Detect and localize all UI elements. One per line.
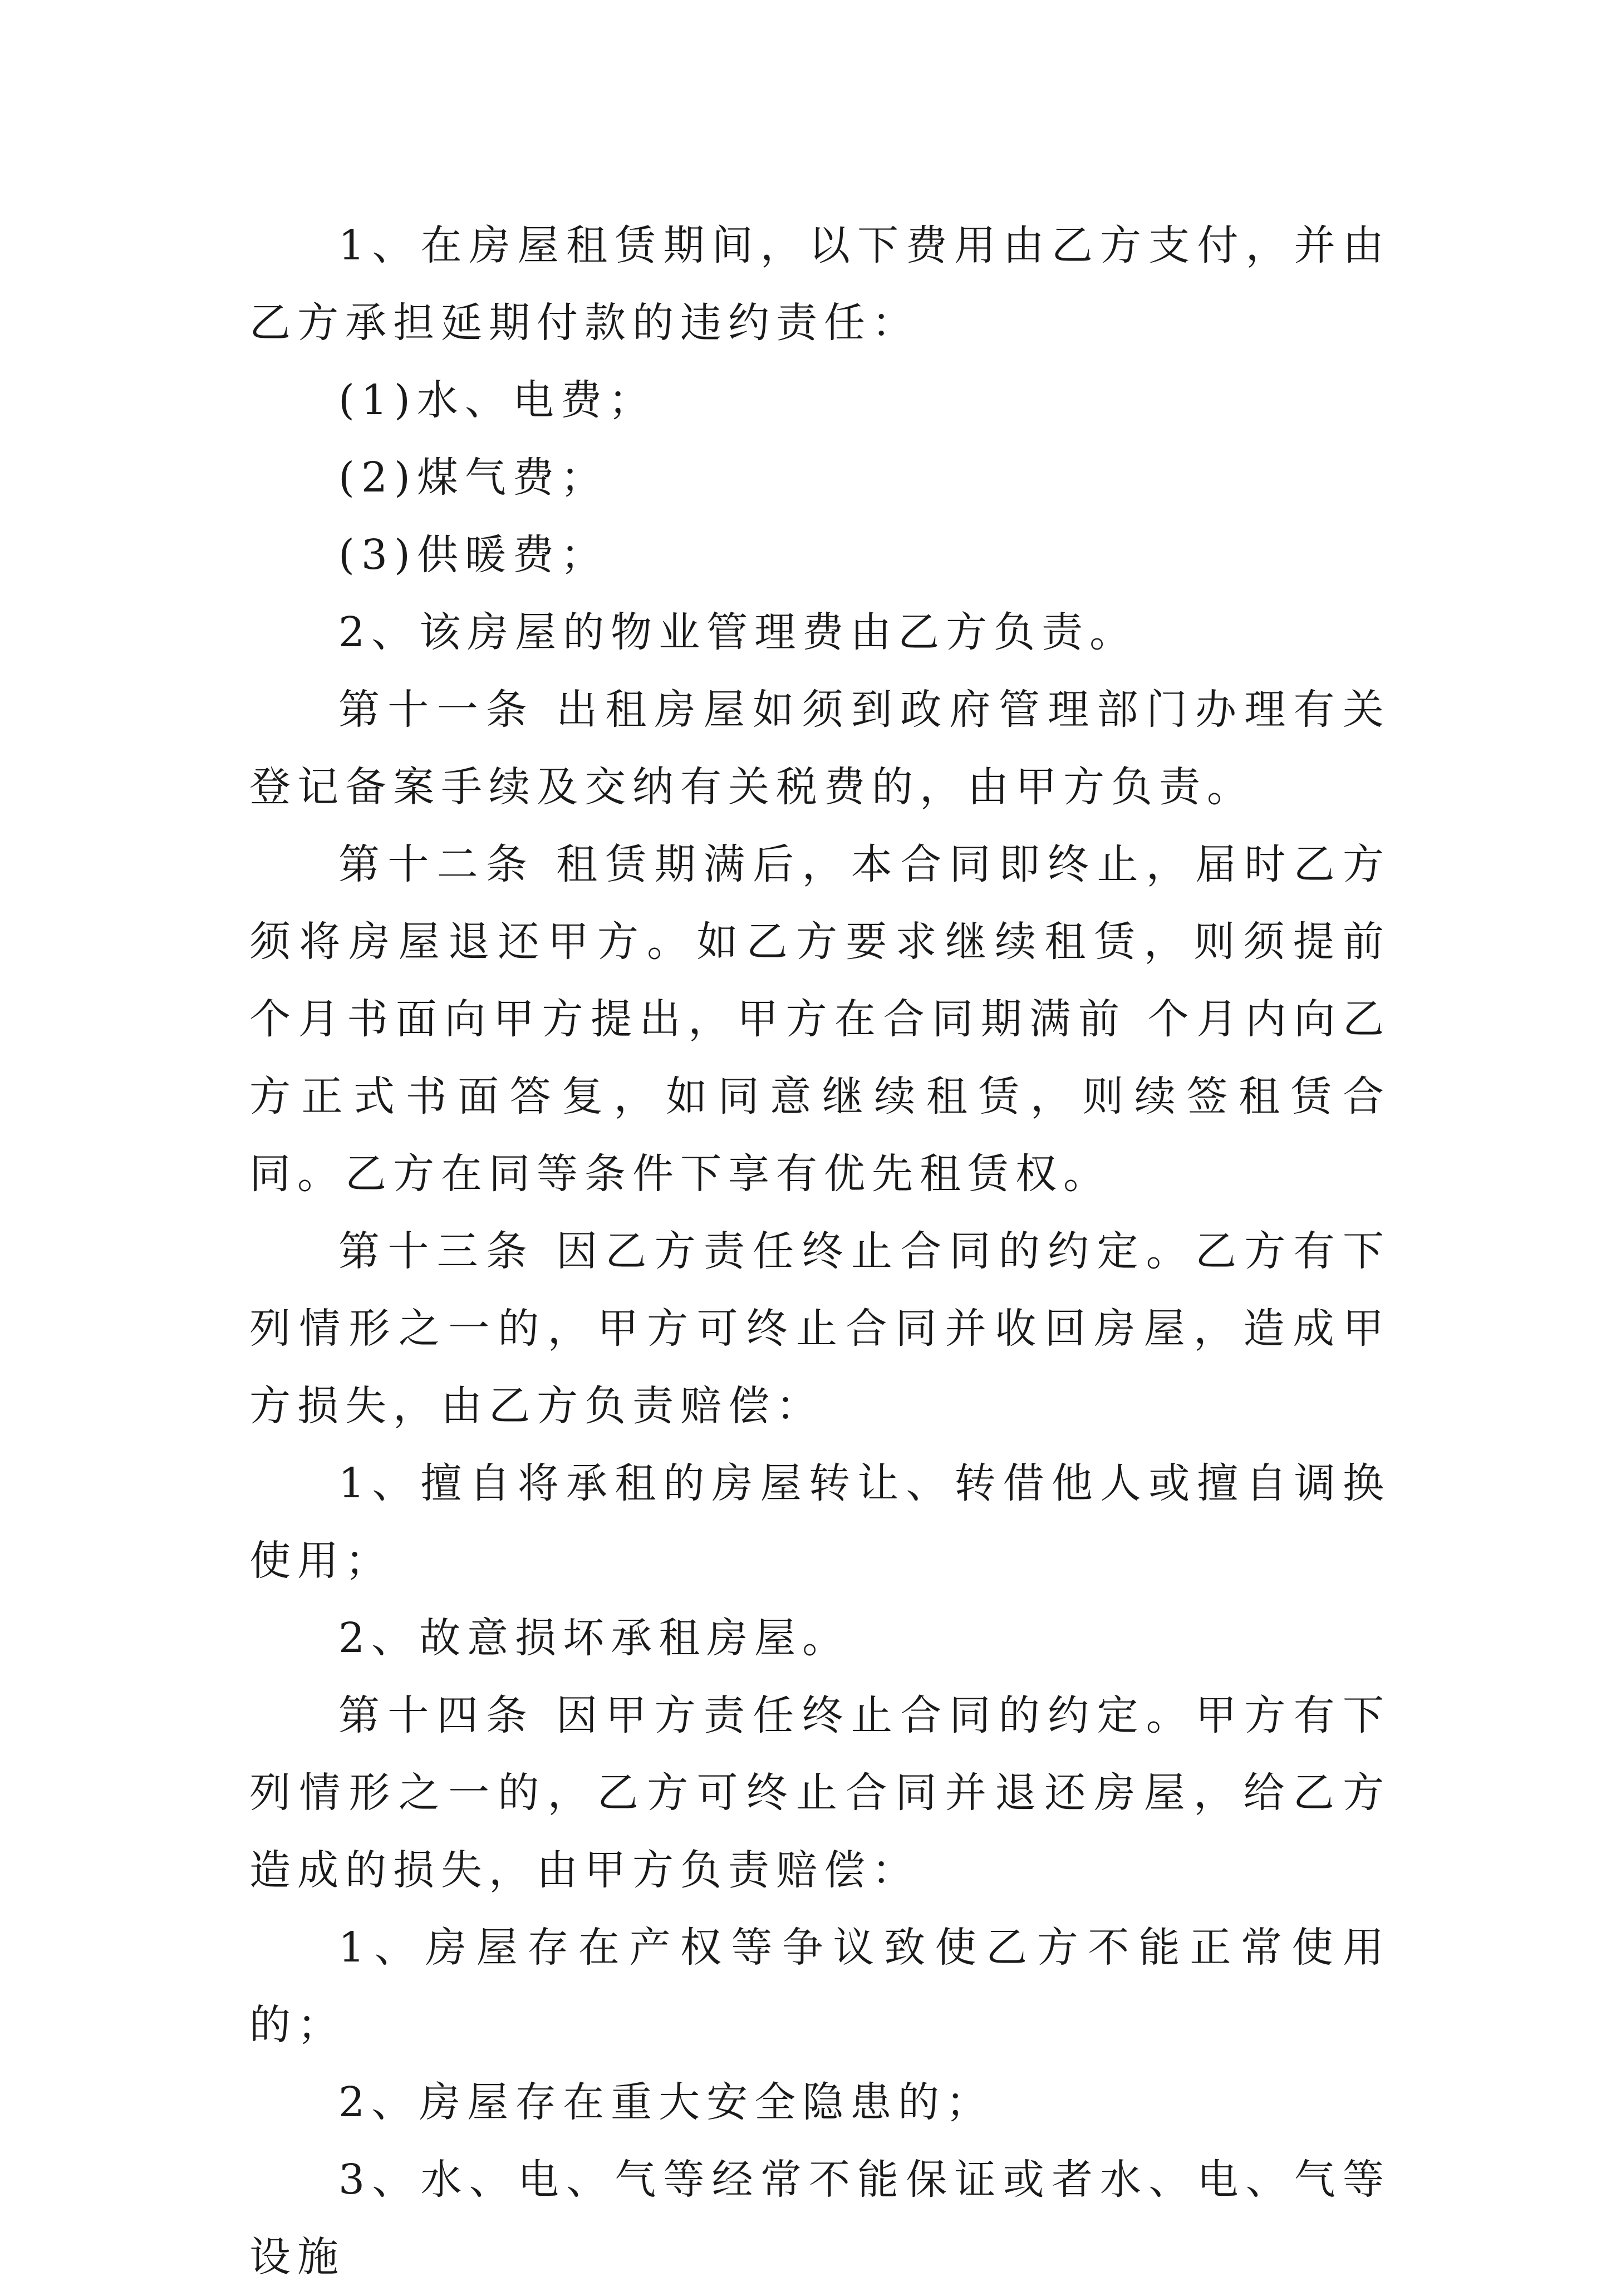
paragraph: 1、擅自将承租的房屋转让、转借他人或擅自调换使用； <box>249 1459 1391 1585</box>
paragraph: 2、房屋存在重大安全隐患的； <box>338 2078 994 2126</box>
paragraph: 第十一条 出租房屋如须到政府管理部门办理有关登记备案手续及交纳有关税费的，由甲方负责。 <box>249 686 1391 811</box>
paragraph: 第十四条 因甲方责任终止合同的约定。甲方有下列情形之一的，乙方可终止合同并退还房屋，给乙方造成的损失，由甲方负责赔偿： <box>249 1692 1391 1894</box>
paragraph: 2、故意损坏承租房屋。 <box>338 1614 851 1662</box>
paragraph: 1、房屋存在产权等争议致使乙方不能正常使用的； <box>249 1924 1391 2049</box>
paragraph: (3)供暖费； <box>338 531 608 579</box>
paragraph: 2、该房屋的物业管理费由乙方负责。 <box>338 608 1138 656</box>
paragraph: 1、在房屋租赁期间，以下费用由乙方支付，并由乙方承担延期付款的违约责任： <box>249 222 1391 347</box>
paragraph: (1)水、电费； <box>338 376 656 424</box>
paragraph: 3、水、电、气等经常不能保证或者水、电、气等设施 <box>249 2156 1391 2281</box>
paragraph: 第十三条 因乙方责任终止合同的约定。乙方有下列情形之一的，甲方可终止合同并收回房屋，造成甲方损失，由乙方负责赔偿： <box>249 1227 1391 1430</box>
paragraph: 第十二条 租赁期满后，本合同即终止，届时乙方须将房屋退还甲方。如乙方要求继续租赁，则须提前 个月书面向甲方提出，甲方在合同期满前 个月内向乙方正式书面答复，如同意继续租赁，则续签租赁合同。乙方在同等条件下享有优先租赁权。 <box>249 840 1391 1198</box>
paragraph: (2)煤气费； <box>338 454 608 502</box>
document-body <box>249 207 1391 2296</box>
